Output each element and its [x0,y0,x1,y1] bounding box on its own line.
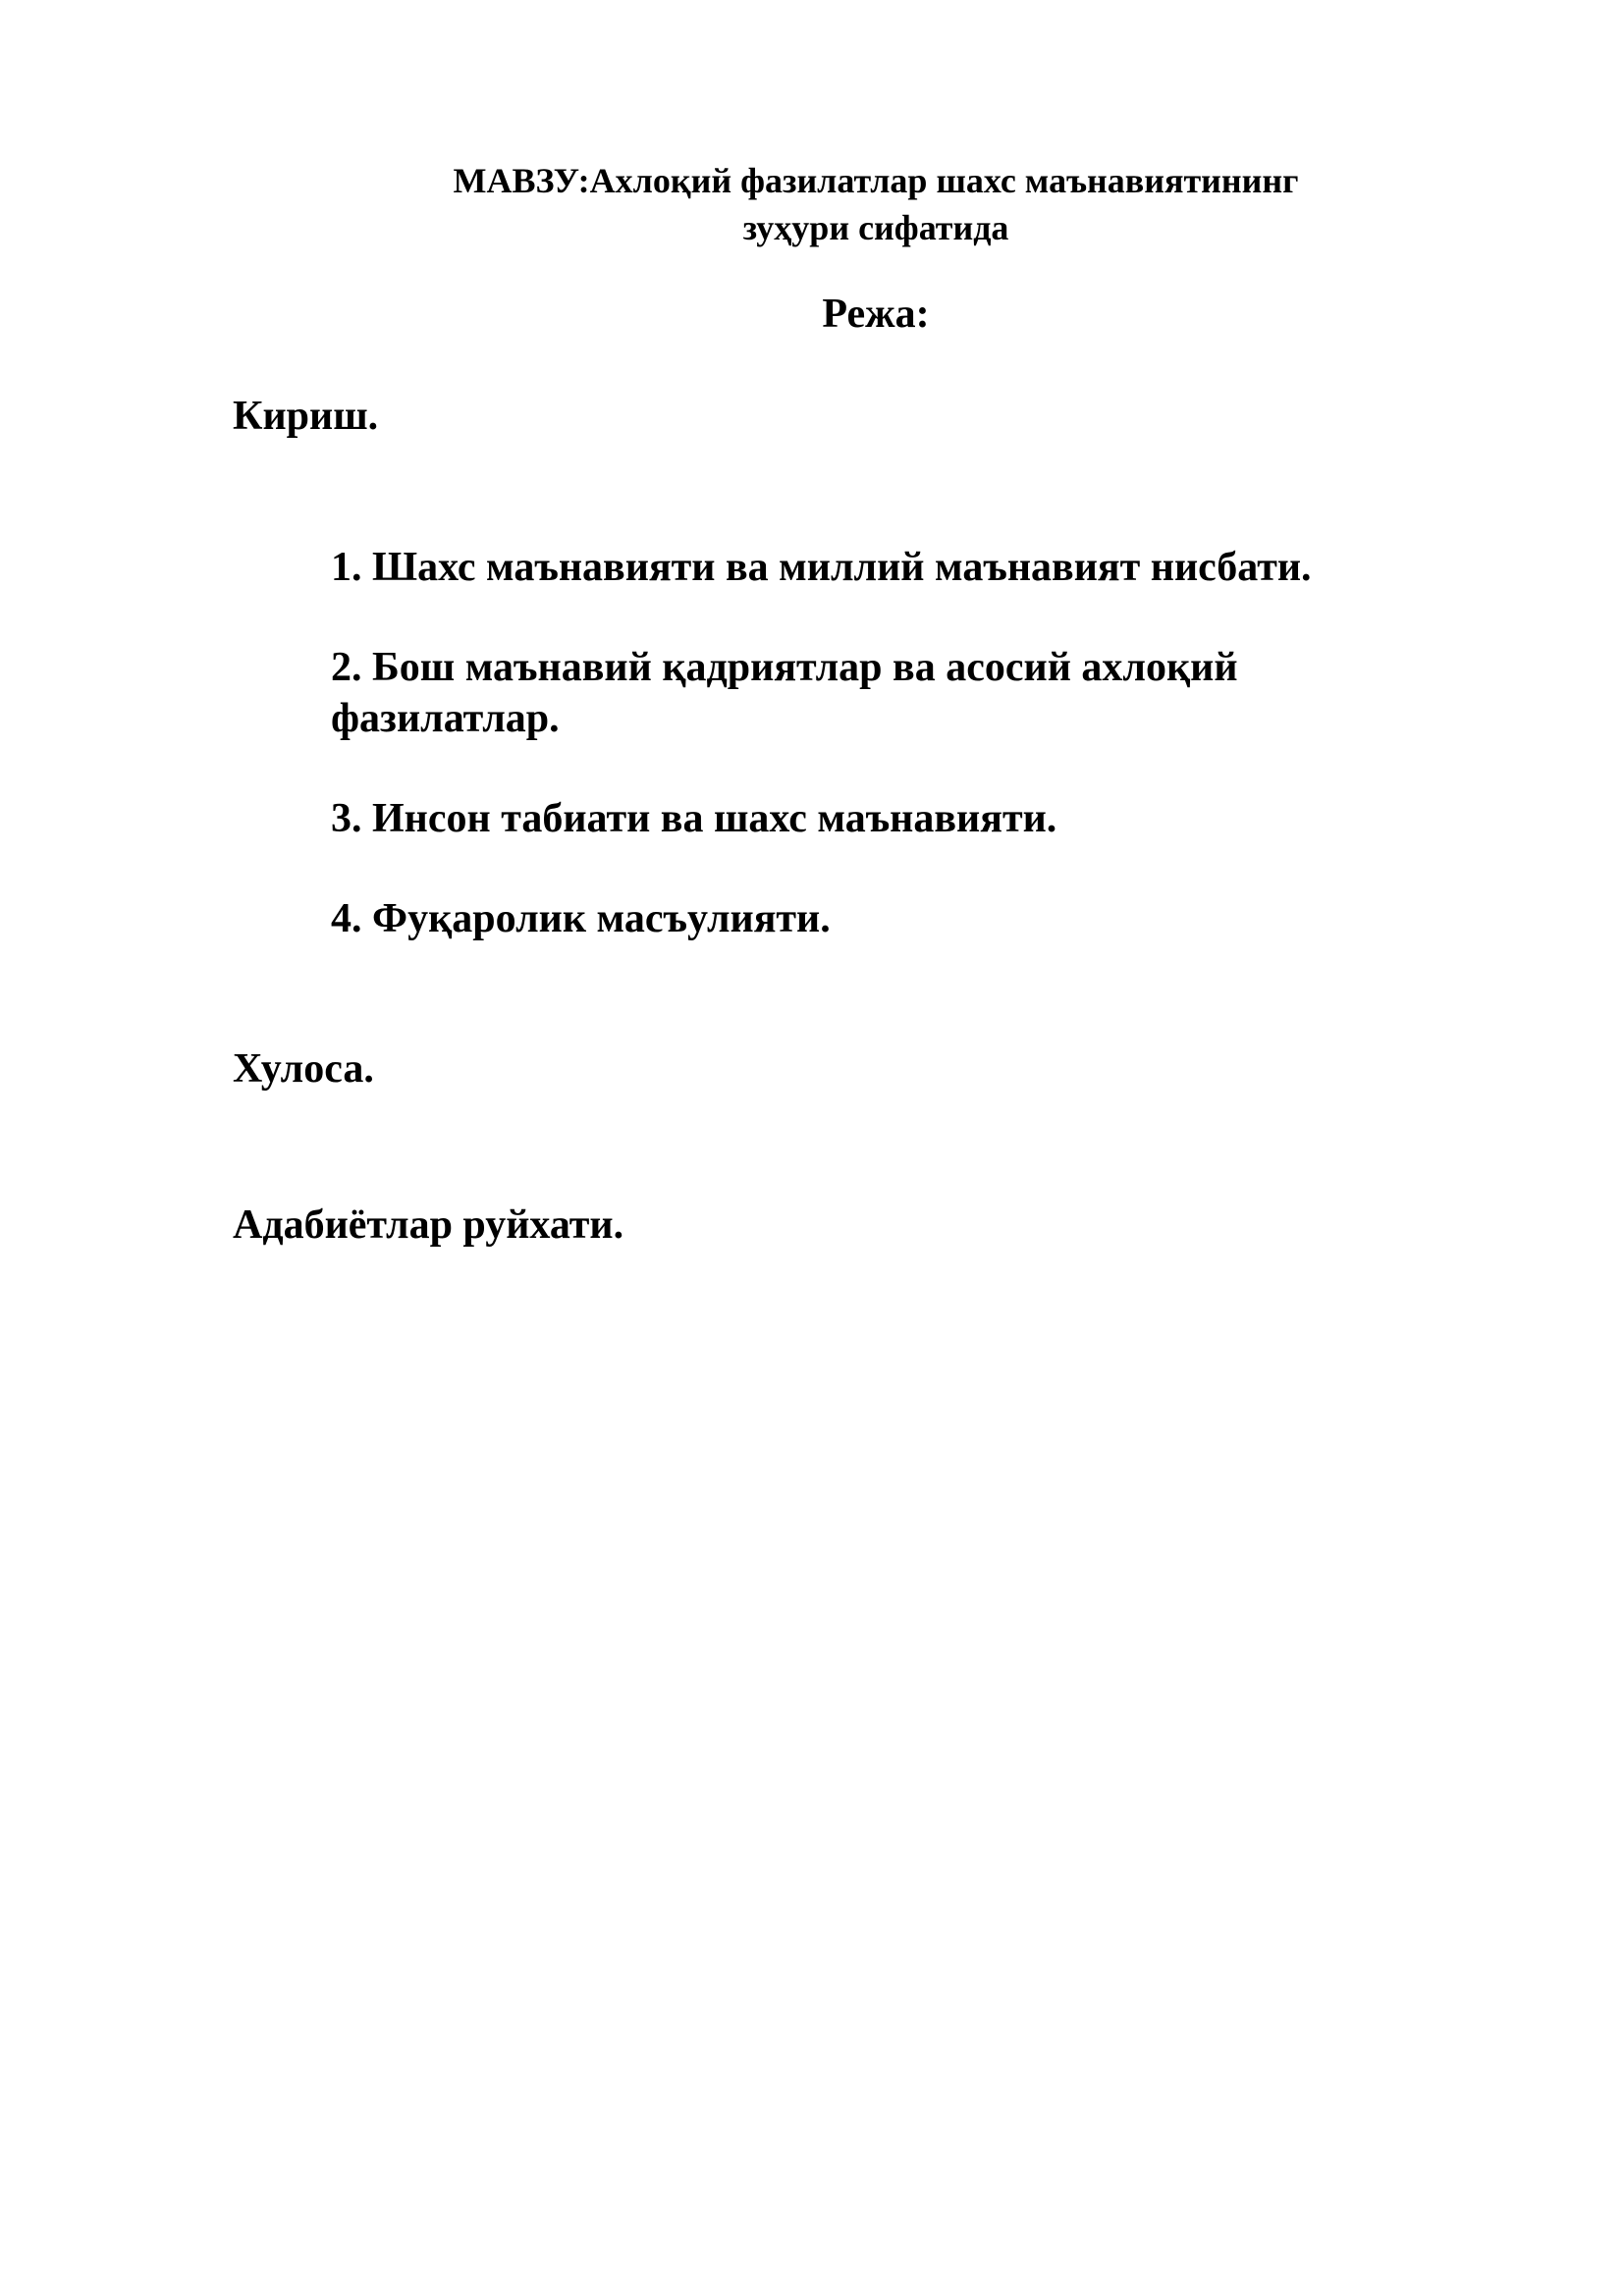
references-heading: Адабиётлар руйхати. [233,1202,624,1248]
plan-item-4: 4. Фуқаролик масъулияти. [331,896,831,941]
plan-item-2: 2. Бош маънавий қадриятлар ва асосий ахлоқий фазилатлар. [331,645,1238,741]
introduction-heading: Кириш. [233,394,379,439]
title-line-2: зуҳури сифатида [742,208,1009,247]
conclusion-heading: Хулоса. [233,1046,374,1092]
document-title [0,157,1624,251]
title-line-1: МАВЗУ:Ахлоқий фазилатлар шахс маънавиятининг [453,161,1299,200]
plan-item-3: 3. Инсон табиати ва шахс маънавияти. [331,796,1057,841]
plan-heading: Режа: [822,292,930,337]
plan-item-1: 1. Шахс маънавияти ва миллий маънавият нисбати. [331,545,1312,590]
plan-list [331,542,1431,993]
